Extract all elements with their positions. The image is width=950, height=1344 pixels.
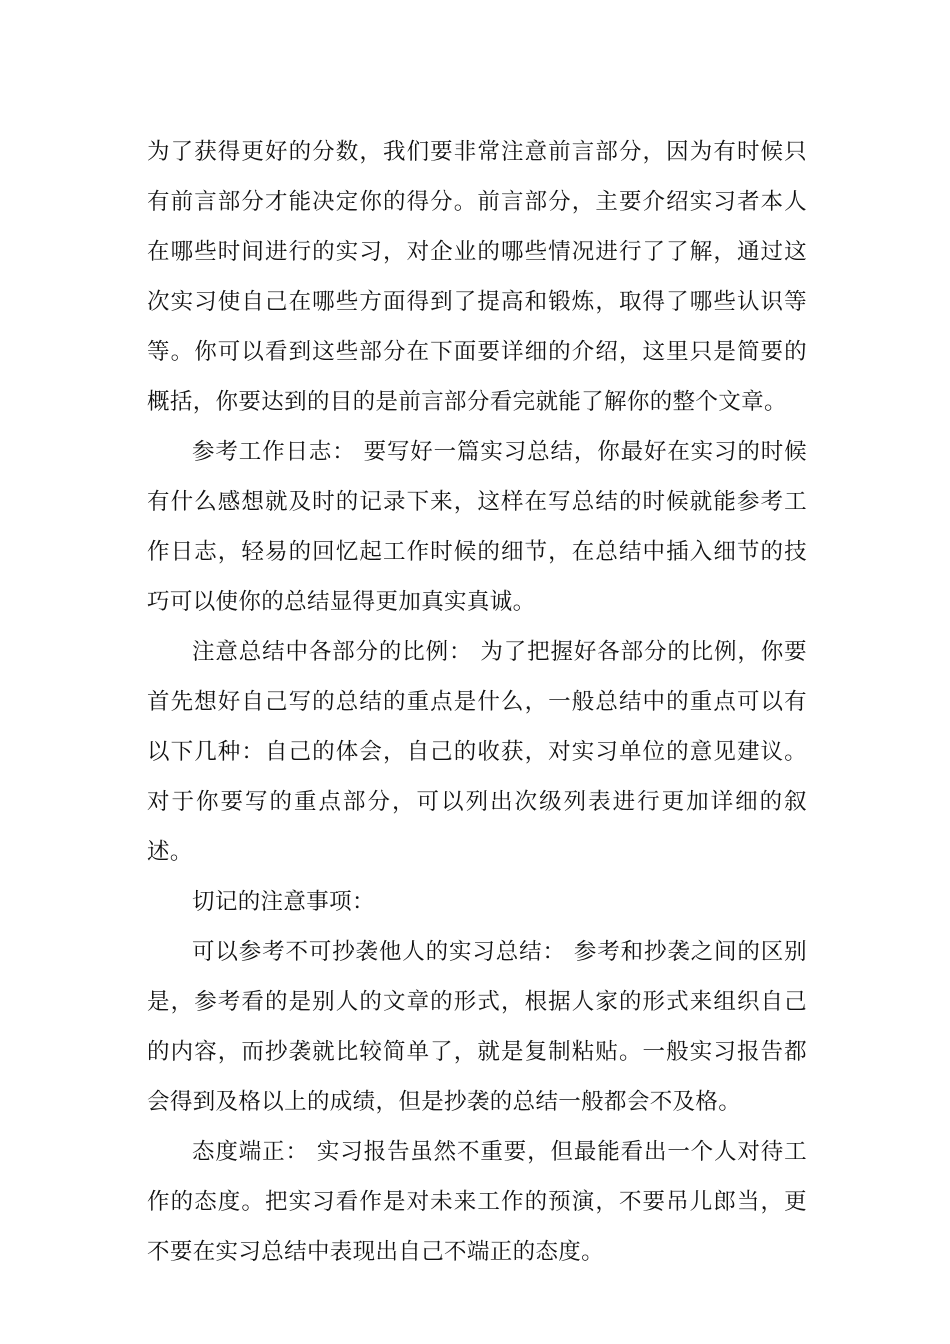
paragraph-proportion: 注意总结中各部分的比例： 为了把握好各部分的比例，你要首先想好自己写的总结的重点是什么，一般总结中的重点可以有以下几种：自己的体会，自己的收获，对实习单位的意见建议。对于你要写的重点部分，可以列出次级列表进行更加详细的叙述。	[147, 639, 807, 865]
paragraph-attitude: 态度端正： 实习报告虽然不重要，但最能看出一个人对待工作的态度。把实习看作是对未来工作的预演，不要吊儿郎当，更不要在实习总结中表现出自己不端正的态度。	[147, 1139, 807, 1265]
document-body	[147, 127, 807, 1277]
paragraph-intro: 为了获得更好的分数，我们要非常注意前言部分，因为有时候只有前言部分才能决定你的得分。前言部分，主要介绍实习者本人在哪些时间进行的实习，对企业的哪些情况进行了了解，通过这次实习使自己在哪些方面得到了提高和锻炼，取得了哪些认识等等。你可以看到这些部分在下面要详细的介绍，这里只是简要的概括，你要达到的目的是前言部分看完就能了解你的整个文章。	[147, 139, 807, 415]
paragraph-notes-heading: 切记的注意事项：	[192, 889, 375, 915]
paragraph-work-log: 参考工作日志： 要写好一篇实习总结，你最好在实习的时候有什么感想就及时的记录下来，这样在写总结的时候就能参考工作日志，轻易的回忆起工作时候的细节，在总结中插入细节的技巧可以使你的总结显得更加真实真诚。	[147, 439, 807, 615]
paragraph-no-plagiarism: 可以参考不可抄袭他人的实习总结： 参考和抄袭之间的区别是，参考看的是别人的文章的形式，根据人家的形式来组织自己的内容，而抄袭就比较简单了，就是复制粘贴。一般实习报告都会得到及格以上的成绩，但是抄袭的总结一般都会不及格。	[147, 939, 807, 1115]
